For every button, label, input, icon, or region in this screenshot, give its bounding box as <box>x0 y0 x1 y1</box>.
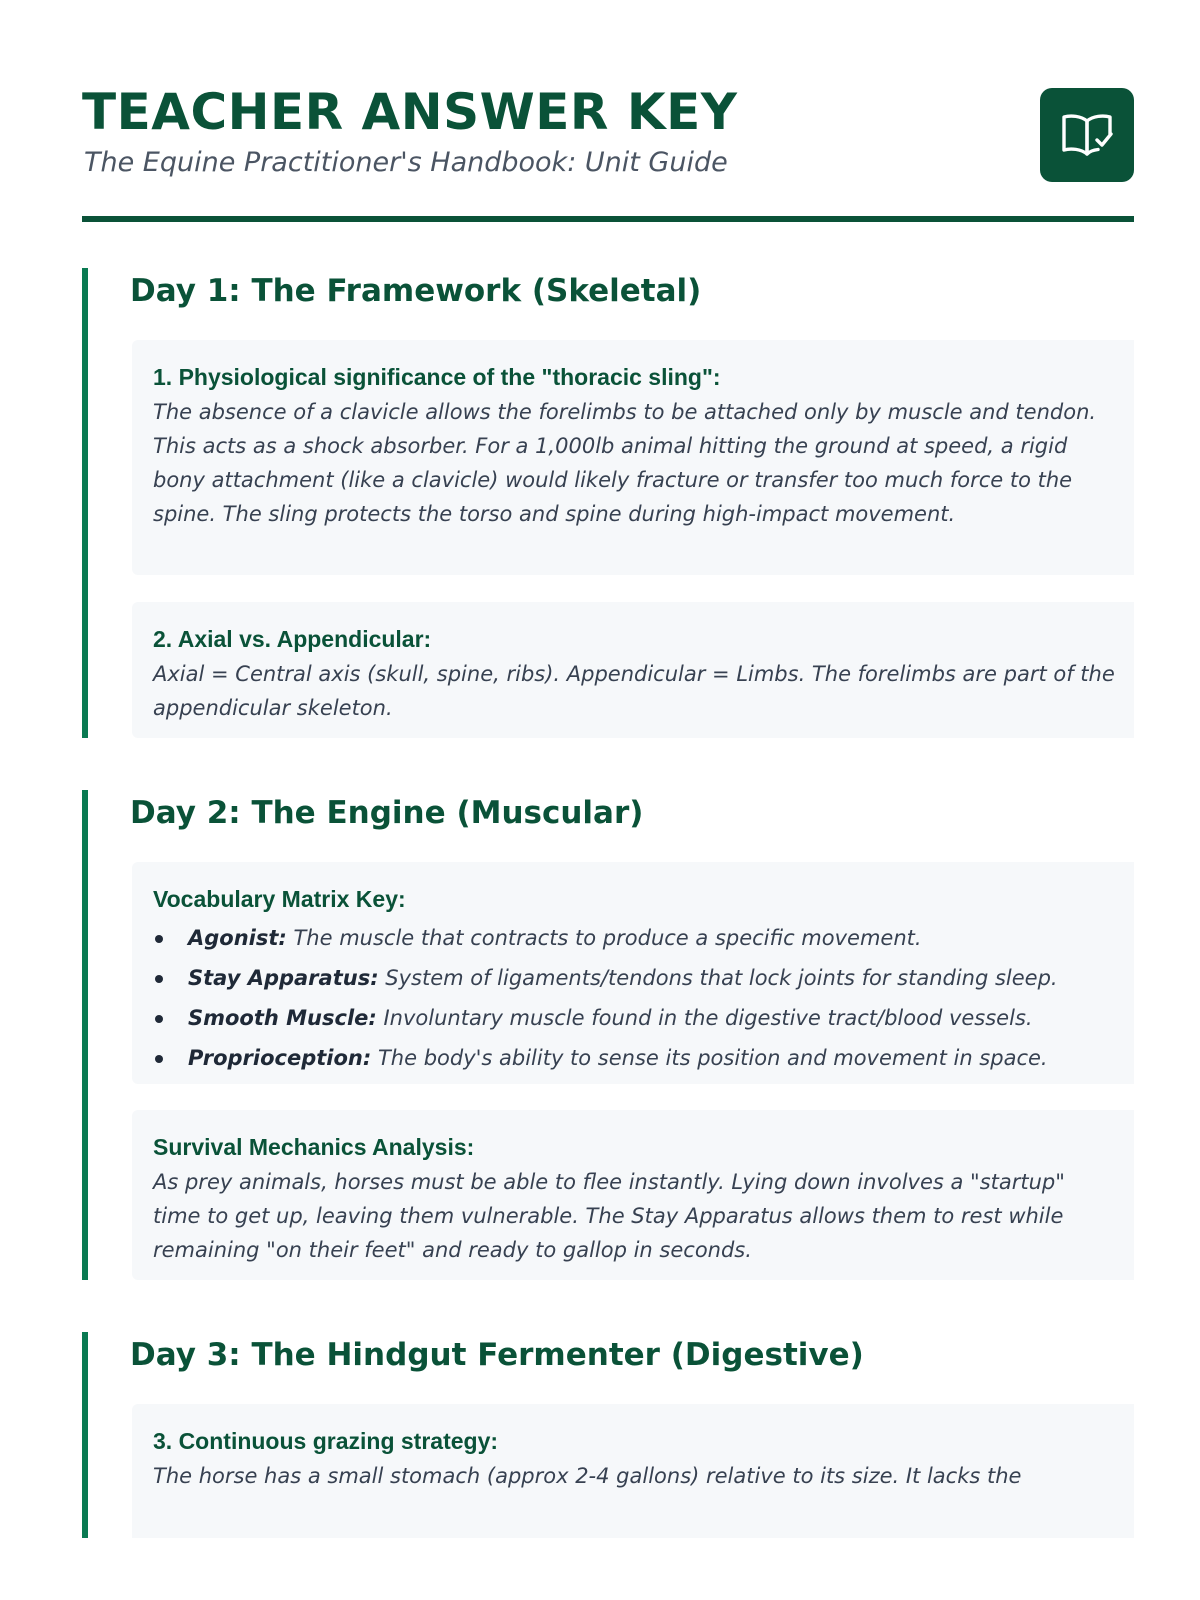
vocabulary-heading: Vocabulary Matrix Key: <box>153 886 406 912</box>
vocab-definition: System of ligaments/tendons that lock joints for standing sleep. <box>378 966 1058 990</box>
page-title: TEACHER ANSWER KEY <box>82 83 738 141</box>
vocab-term: Agonist: <box>188 926 287 950</box>
list-item <box>153 1038 1118 1078</box>
question-heading: 2. Axial vs. Appendicular: <box>153 626 432 652</box>
list-item <box>153 998 1118 1038</box>
vocabulary-list <box>153 918 1118 1078</box>
section-day-2 <box>82 790 1134 1280</box>
vocab-definition: The muscle that contracts to produce a specific movement. <box>286 926 922 950</box>
answer-key-page <box>82 0 1134 1538</box>
list-item <box>153 918 1118 958</box>
section-title: Day 2: The Engine (Muscular) <box>130 795 644 831</box>
answer-text: Axial = Central axis (skull, spine, ribs). Appendicular = Limbs. The forelimbs are part of the appendicular skeleton. <box>153 662 1115 720</box>
vocab-definition: Involuntary muscle found in the digestive tract/blood vessels. <box>376 1006 1033 1030</box>
vocab-term: Smooth Muscle: <box>188 1006 377 1030</box>
answer-card <box>132 340 1134 575</box>
section-day-1 <box>82 268 1134 738</box>
answer-card <box>132 1404 1134 1538</box>
book-check-icon <box>1040 88 1134 182</box>
list-item <box>153 958 1118 998</box>
page-subtitle: The Equine Practitioner's Handbook: Unit Guide <box>84 147 728 178</box>
answer-text: The absence of a clavicle allows the forelimbs to be attached only by muscle and tendon. This acts as a shock absorber. For a 1,000lb animal hitting the ground at speed, a rigid bony attachment (like a clavicle) would likely fracture or transfer too much force to the spine. The sling protects the torso and spine during high-impact movement. <box>153 400 1097 526</box>
vocabulary-card <box>132 862 1134 1084</box>
section-title: Day 1: The Framework (Skeletal) <box>130 273 702 309</box>
question-heading: 3. Continuous grazing strategy: <box>153 1428 499 1454</box>
question-heading: Survival Mechanics Analysis: <box>153 1134 475 1160</box>
answer-card <box>132 602 1134 738</box>
question-heading: 1. Physiological significance of the "thoracic sling": <box>153 364 721 390</box>
answer-card <box>132 1110 1134 1280</box>
document-header <box>82 78 1134 218</box>
book-check-glyph <box>1061 112 1113 158</box>
section-day-3 <box>82 1332 1134 1538</box>
answer-text: As prey animals, horses must be able to flee instantly. Lying down involves a "startup" time to get up, leaving them vulnerable. The Stay Apparatus allows them to rest while remaining "on their feet" and ready to gallop in seconds. <box>153 1170 1065 1262</box>
vocab-term: Stay Apparatus: <box>188 966 379 990</box>
answer-text: The horse has a small stomach (approx 2-4 gallons) relative to its size. It lacks the <box>153 1464 1022 1488</box>
section-title: Day 3: The Hindgut Fermenter (Digestive) <box>130 1337 864 1373</box>
vocab-term: Proprioception: <box>188 1046 372 1070</box>
header-divider <box>82 216 1134 222</box>
vocab-definition: The body's ability to sense its position and movement in space. <box>371 1046 1048 1070</box>
